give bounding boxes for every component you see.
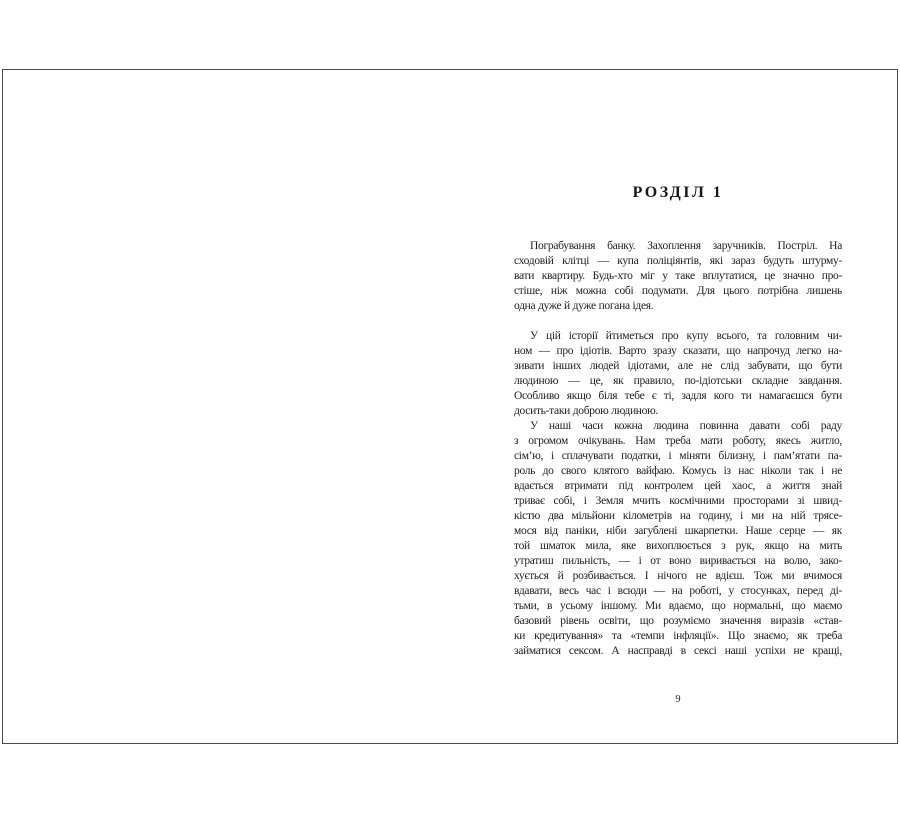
page-number: 9	[675, 694, 681, 705]
text-line: Особливо якщо біля тебе є ті, задля кого ти намагаєшся бути	[514, 390, 842, 402]
text-line: тьми, в усьому іншому. Ми вдаємо, що нормальні, що маємо	[514, 600, 842, 612]
text-line: базовий рівень освіти, що розуміємо значення виразів «став-	[514, 615, 842, 627]
text-line: досить-таки доброю людиною.	[514, 405, 658, 417]
text-line: ном — про ідіотів. Варто зразу сказати, що напрочуд легко на-	[514, 345, 842, 357]
text-line: роль до свого клятого вайфаю. Комусь із нас ніколи так і не	[514, 465, 842, 477]
text-line: У цій історії йтиметься про купу всього, та головним чи-	[530, 330, 842, 342]
text-line: людиною — це, як правило, по-ідіотськи складне завдання.	[514, 375, 842, 387]
body-text	[514, 239, 842, 659]
text-line: триває собі, і Земля мчить космічними просторами зі швид-	[514, 495, 842, 507]
text-line: стіше, ніж можна собі подумати. Для цього потрібна лишень	[514, 285, 842, 297]
text-line: Пограбування банку. Захоплення заручників. Постріл. На	[530, 240, 842, 252]
text-line: з огромом очікувань. Нам треба мати роботу, якесь житло,	[514, 435, 842, 447]
left-page	[3, 70, 450, 743]
text-column	[514, 182, 842, 705]
text-line: хується й розбивається. І нічого не вдієш. Тож ми вчимося	[514, 570, 842, 582]
text-line: кістю два мільйони кілометрів на годину, і ми на ній трясе-	[514, 510, 842, 522]
text-line: той шматок мила, яке вихоплюється з рук, якщо на мить	[514, 540, 842, 552]
text-line: займатися сексом. А насправді в сексі наші успіхи не кращі,	[514, 645, 842, 657]
chapter-title: РОЗДІЛ 1	[632, 184, 724, 201]
text-line: утратиш пильність, — і от воно виривається на волю, зако-	[514, 555, 842, 567]
text-line: одна дуже й дуже погана ідея.	[514, 300, 654, 312]
paragraph-spacer	[514, 314, 842, 329]
text-line: У наші часи кожна людина повинна давати собі раду	[530, 420, 842, 432]
text-line: ки кредитування» та «темпи інфляції». Що знаємо, як треба	[514, 630, 842, 642]
book-spread	[2, 69, 898, 744]
text-line: сходовій клітці — купа поліціянтів, які зараз будуть штурму-	[514, 255, 842, 267]
text-line: вдається втримати під контролем цей хаос, а життя знай	[514, 480, 842, 492]
text-line: сім’ю, і сплачувати податки, і міняти білизну, і пам’ятати па-	[514, 450, 842, 462]
text-line: вдавати, весь час і всюди — на роботі, у стосунках, перед ді-	[514, 585, 842, 597]
text-line: вати квартиру. Будь-хто міг у таке вплутатися, це значно про-	[514, 270, 842, 282]
text-line: зивати інших людей ідіотами, але не слід забувати, що бути	[514, 360, 842, 372]
text-line: мося від паніки, ніби загублені шкарпетки. Наше серце — як	[514, 525, 842, 537]
